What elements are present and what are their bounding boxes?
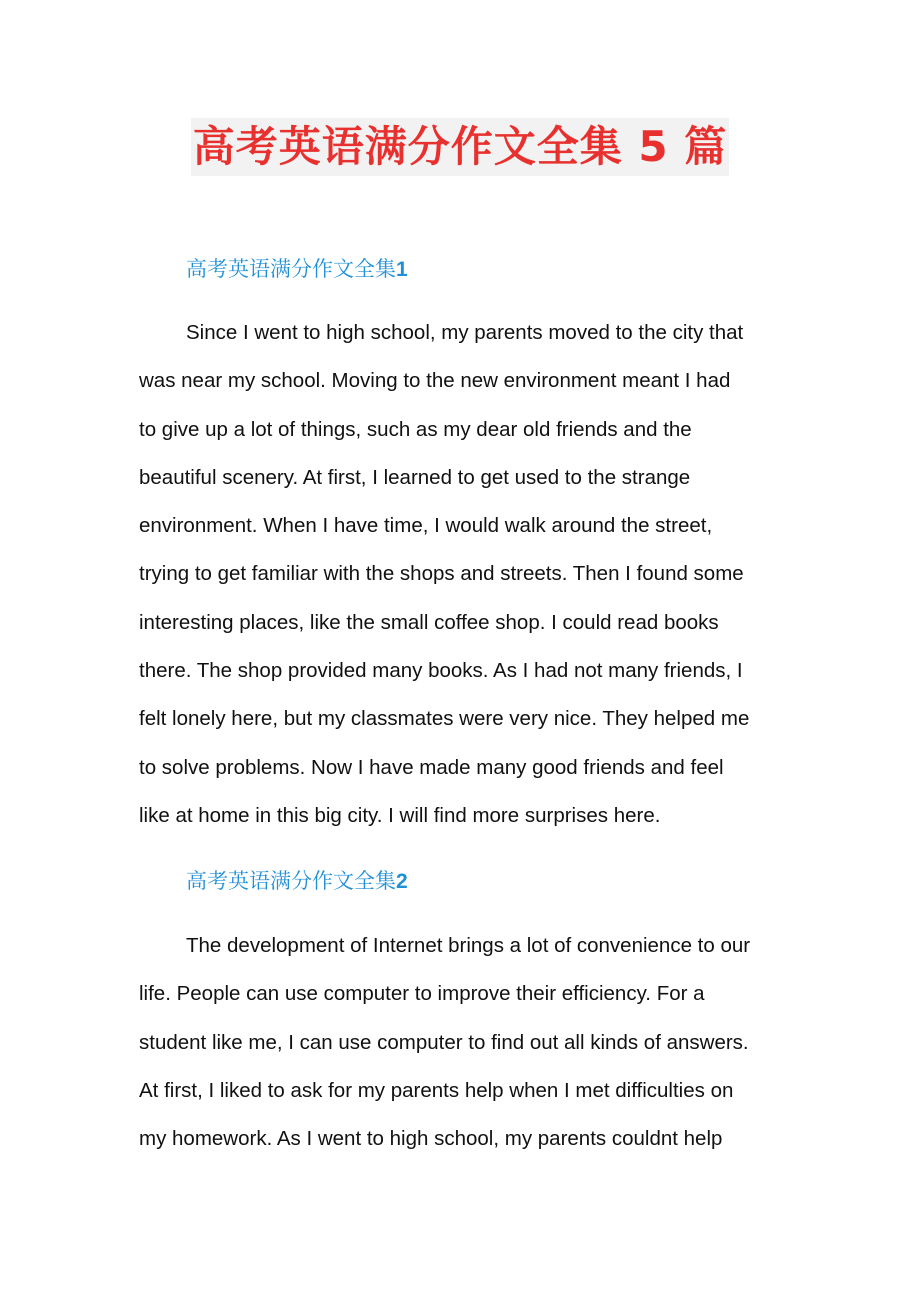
essay-line: to solve problems. Now I have made many good friends and feel [139,755,724,779]
essay-line: At first, I liked to ask for my parents help when I met difficulties on [139,1078,734,1102]
essay-line: environment. When I have time, I would walk around the street, [139,514,713,538]
section-heading-number: 1 [396,258,408,281]
essay-body-1 [139,309,789,840]
section-heading-1 [186,255,408,284]
essay-line: was near my school. Moving to the new environment meant I had [139,369,731,393]
document-title [0,118,920,176]
essay-line: Since I went to high school, my parents moved to the city that [186,321,744,344]
essay-line: interesting places, like the small coffee shop. I could read books [139,610,719,634]
section-heading-text: 高考英语满分作文全集 [186,257,396,281]
essay-line: like at home in this big city. I will find more surprises here. [139,803,661,827]
section-heading-2 [186,867,408,896]
section-heading-number: 2 [396,870,408,893]
essay-line: my homework. As I went to high school, my parents couldnt help [139,1127,723,1151]
section-heading-text: 高考英语满分作文全集 [186,869,396,893]
essay-line: The development of Internet brings a lot of convenience to our [186,934,751,957]
essay-line: beautiful scenery. At first, I learned to get used to the strange [139,465,691,489]
essay-line: life. People can use computer to improve their efficiency. For a [139,982,705,1006]
essay-line: trying to get familiar with the shops and streets. Then I found some [139,562,744,586]
essay-line: student like me, I can use computer to find out all kinds of answers. [139,1030,749,1054]
essay-body-2 [139,922,789,1163]
essay-line: there. The shop provided many books. As I had not many friends, I [139,659,743,683]
essay-line: felt lonely here, but my classmates were very nice. They helped me [139,707,750,731]
essay-line: to give up a lot of things, such as my dear old friends and the [139,417,692,441]
document-title-text: 高考英语满分作文全集 5 篇 [191,118,729,176]
